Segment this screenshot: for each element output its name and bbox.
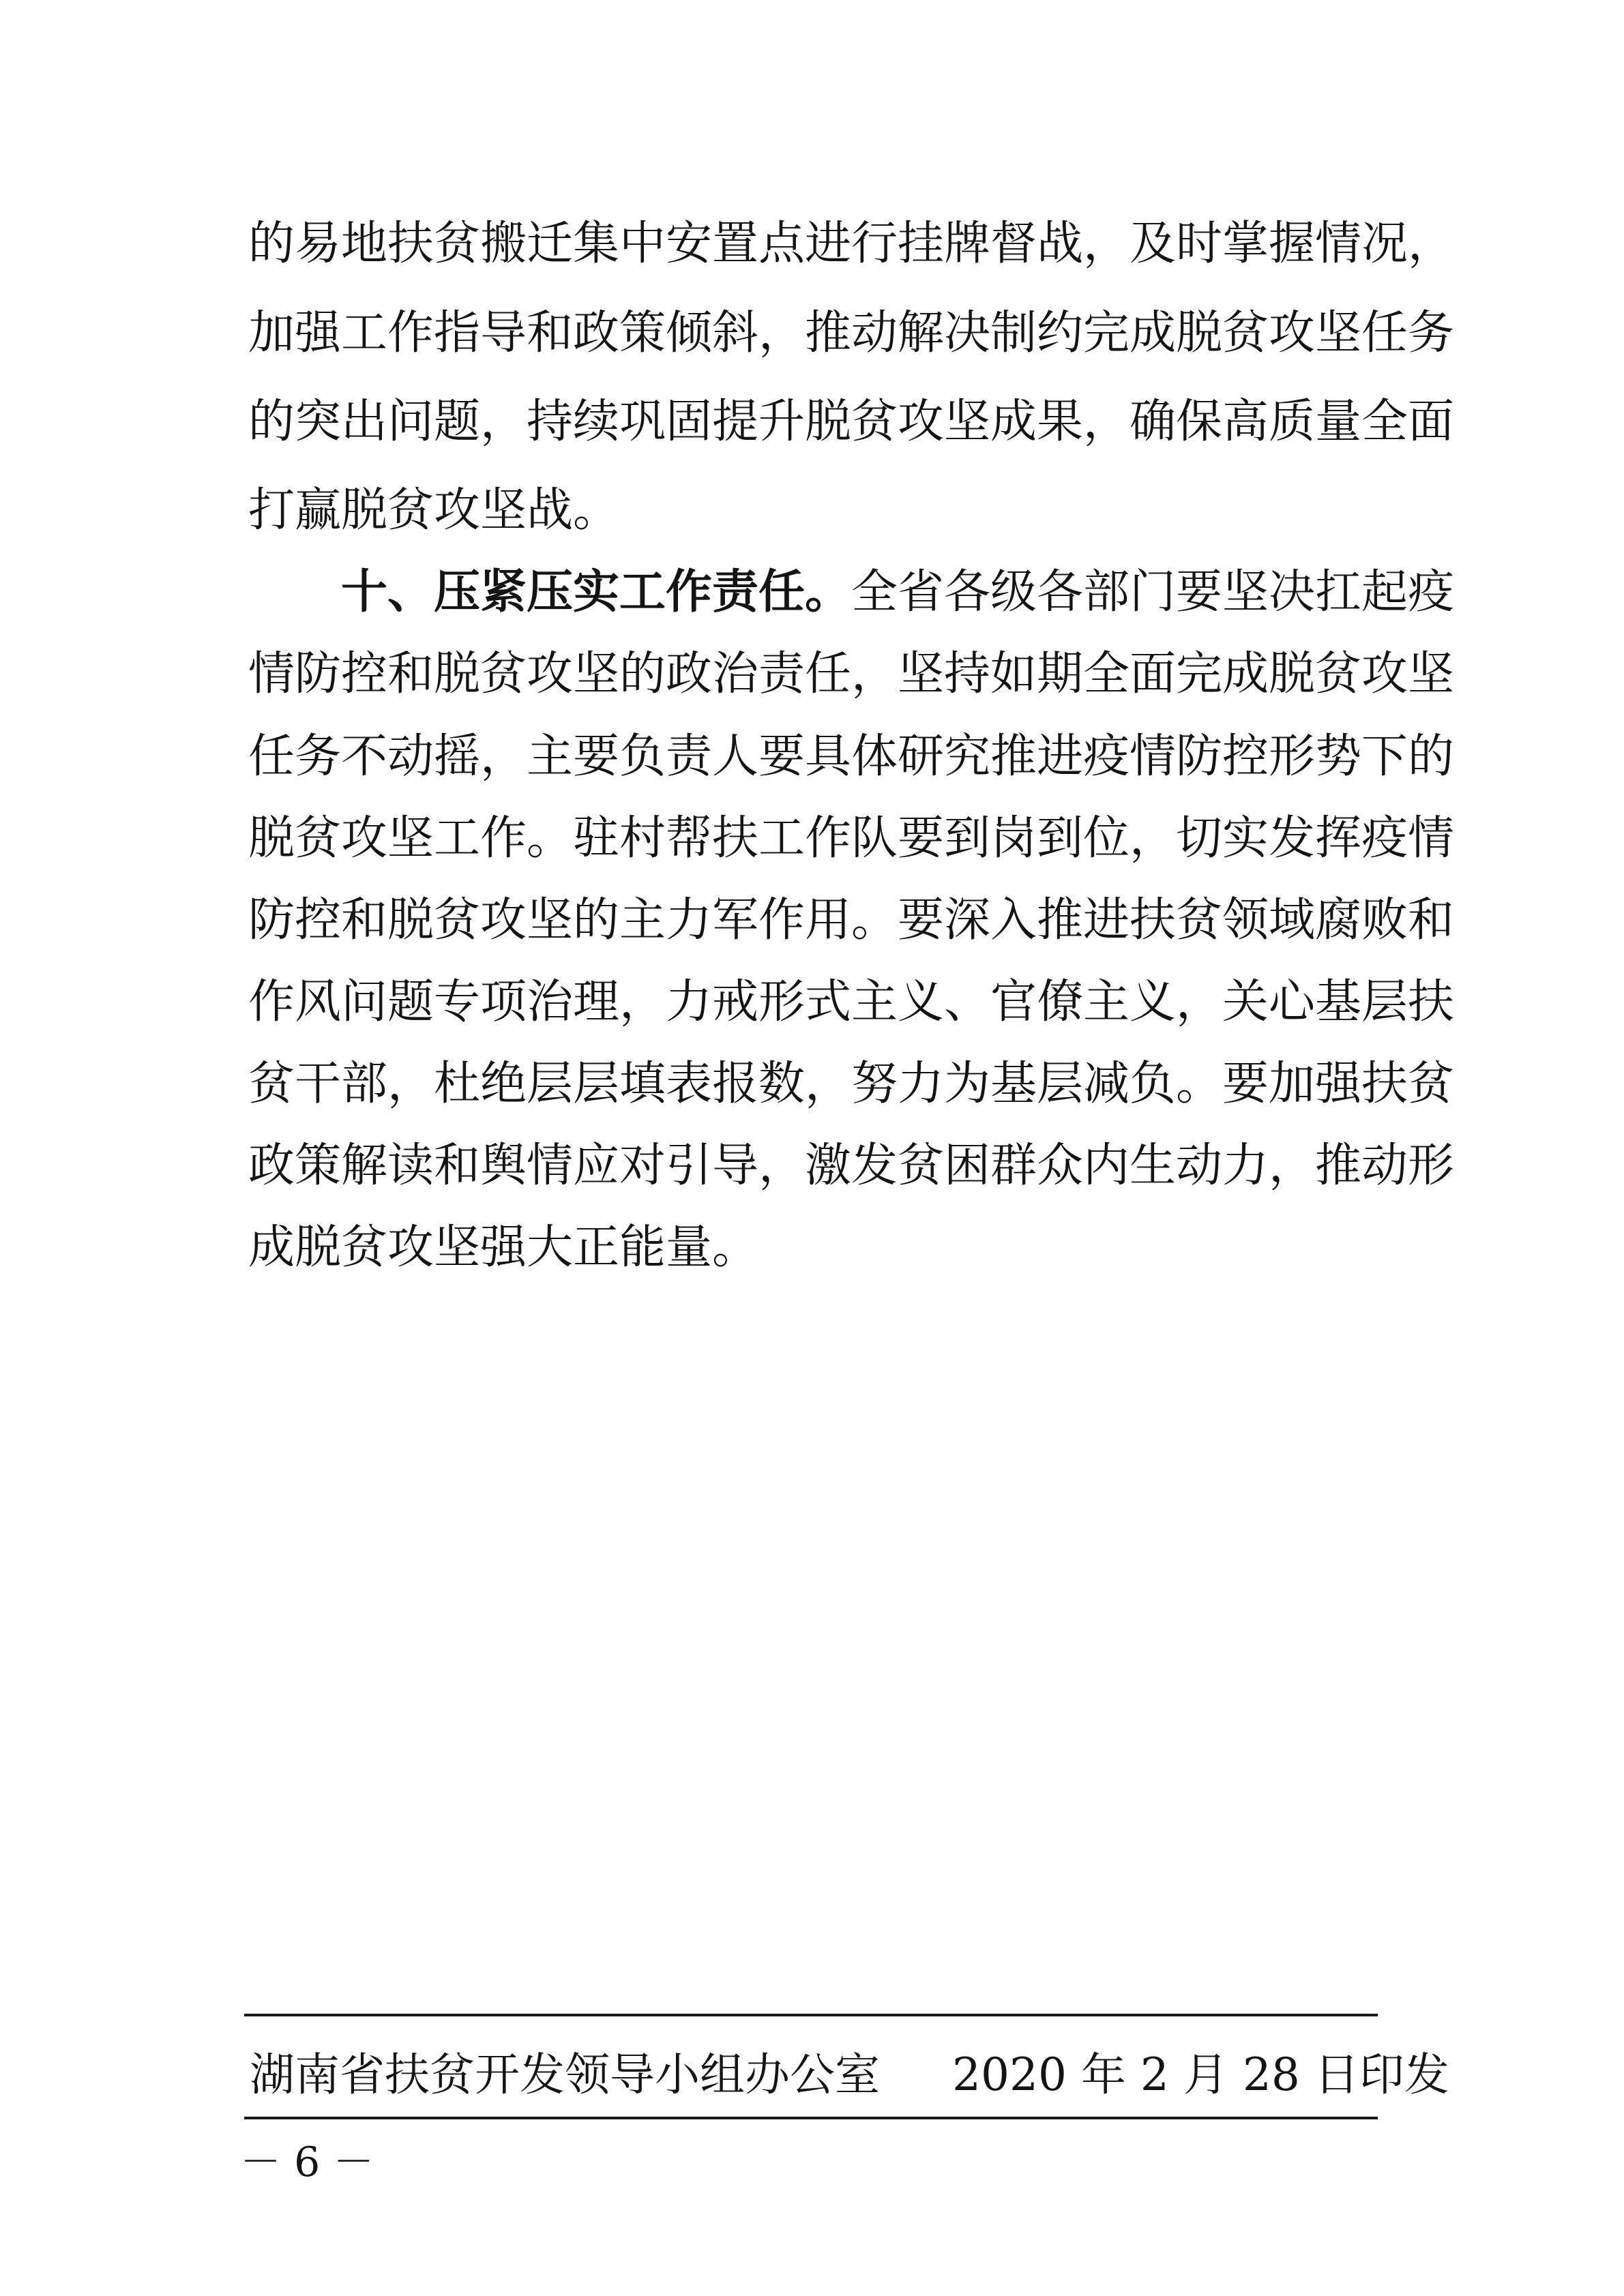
body-line: 成脱贫攻坚强大正能量。 xyxy=(248,1221,759,1274)
footer-top-rule xyxy=(244,2014,1378,2016)
body-line: 作风问题专项治理，力戒形式主义、官僚主义，关心基层扶 xyxy=(248,975,1455,1029)
body-line: 防控和脱贫攻坚的主力军作用。要深入推进扶贫领域腐败和 xyxy=(248,893,1455,947)
body-line: 的突出问题，持续巩固提升脱贫攻坚成果，确保高质量全面 xyxy=(248,395,1455,449)
body-line: 贫干部，杜绝层层填表报数，努力为基层减负。要加强扶贫 xyxy=(248,1057,1455,1111)
section-10-first-text: 全省各级各部门要坚决扛起疫 xyxy=(851,565,1455,619)
issuer-text: 湖南省扶贫开发领导小组办公室 xyxy=(250,2048,880,2101)
body-line: 情防控和脱贫攻坚的政治责任，坚持如期全面完成脱贫攻坚 xyxy=(248,647,1455,701)
footer-bottom-rule xyxy=(244,2117,1378,2119)
section-10-first-line xyxy=(341,565,1455,620)
page-number: － 6 － xyxy=(240,2138,374,2186)
body-line: 加强工作指导和政策倾斜，推动解决制约完成脱贫攻坚任务 xyxy=(248,306,1455,360)
body-line: 任务不动摇，主要负责人要具体研究推进疫情防控形势下的 xyxy=(248,730,1455,784)
body-line: 脱贫攻坚工作。驻村帮扶工作队要到岗到位，切实发挥疫情 xyxy=(248,811,1455,865)
issue-date: 2020 年 2 月 28 日印发 xyxy=(952,2048,1449,2101)
body-line: 政策解读和舆情应对引导，激发贫困群众内生动力，推动形 xyxy=(248,1139,1455,1193)
section-10-heading: 十、压紧压实工作责任。 xyxy=(341,565,852,619)
body-line: 打赢脱贫攻坚战。 xyxy=(248,483,620,537)
body-line: 的易地扶贫搬迁集中安置点进行挂牌督战，及时掌握情况， xyxy=(248,217,1455,271)
